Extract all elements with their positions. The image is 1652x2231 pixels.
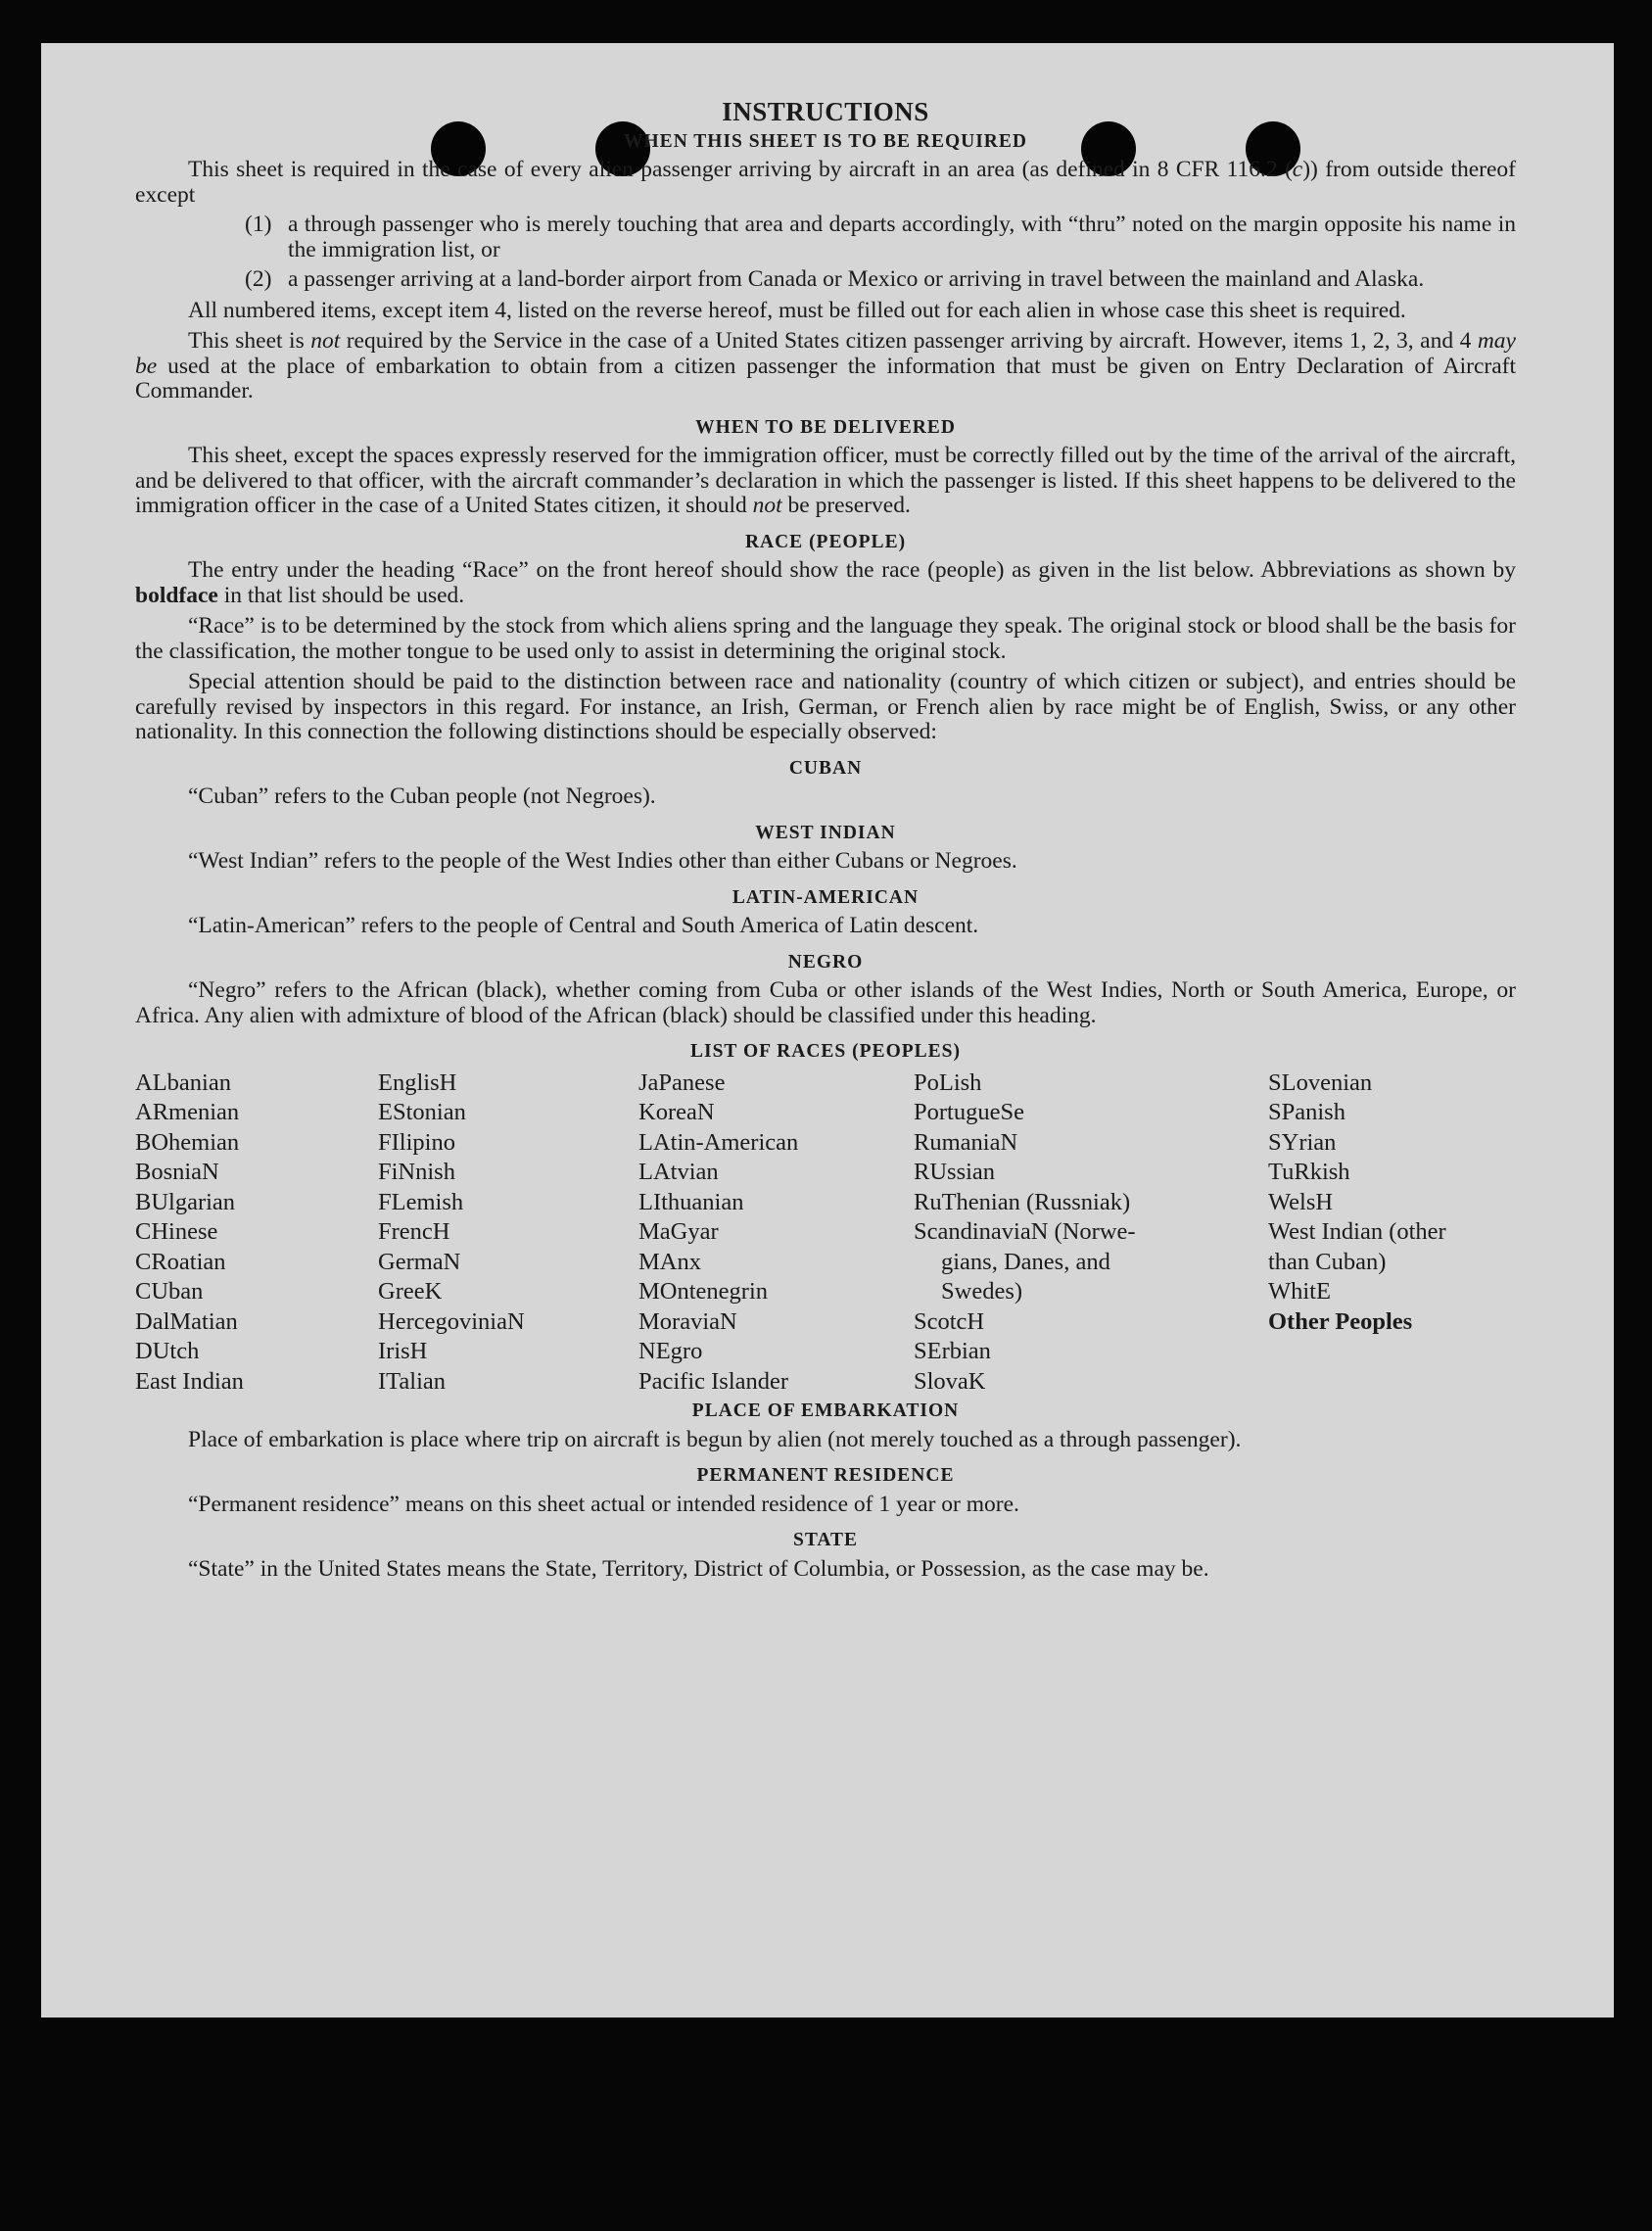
- section-heading-race: RACE (PEOPLE): [744, 531, 907, 552]
- race-entry: FrencH: [378, 1218, 450, 1245]
- races-list: [135, 1068, 1516, 1398]
- race-entry: FiNnish: [378, 1159, 455, 1185]
- race-entry: ScandinaviaN (Norwe-: [914, 1218, 1136, 1245]
- race-entry: TuRkish: [1268, 1159, 1350, 1185]
- race-entry: MoraviaN: [638, 1307, 737, 1335]
- section-heading-residence: PERMANENT RESIDENCE: [696, 1465, 955, 1486]
- race-entry: BosniaN: [135, 1159, 219, 1185]
- race-entry: DUtch: [135, 1338, 200, 1364]
- race-entry: CHinese: [135, 1218, 218, 1245]
- page-title: INSTRUCTIONS: [722, 97, 929, 126]
- section-heading-latin-american: LATIN-AMERICAN: [732, 886, 920, 908]
- race-entry: LIthuanian: [638, 1188, 744, 1215]
- races-column: [638, 1068, 914, 1398]
- race-entry: IrisH: [378, 1338, 428, 1364]
- paragraph-citizen: This sheet is not required by the Service in the case of a United States citizen passenger arriving by aircraft. However, items 1, 2, 3, and 4 may be used at the place of embarkation to obtain from a citizen passenger the information that must be given on Entry Declaration of Aircraft Commander.: [135, 328, 1516, 403]
- exception-item-1: [245, 213, 1516, 262]
- race-entry: RUssian: [914, 1159, 996, 1185]
- race-entry: SLovenian: [1268, 1068, 1373, 1096]
- race-entry: LAtvian: [638, 1159, 719, 1185]
- item-number: (2): [245, 266, 272, 292]
- races-column: [135, 1068, 378, 1398]
- race-entry: SErbian: [914, 1338, 991, 1364]
- race-entry: FLemish: [378, 1188, 464, 1215]
- section-heading-embarkation: PLACE OF EMBARKATION: [691, 1400, 960, 1421]
- paragraph-race-entry: The entry under the heading “Race” on the front hereof should show the race (people) as given in the list below. Abbreviations as shown by boldface in that list should be used.: [135, 557, 1516, 608]
- race-entry: JaPanese: [638, 1068, 726, 1096]
- race-entry: LAtin-American: [638, 1128, 799, 1156]
- paragraph-latin-american: “Latin-American” refers to the people of Central and South America of Latin descent.: [188, 913, 979, 938]
- item-text: a through passenger who is merely touching that area and departs accordingly, with “thru” noted on the margin opposite his name in the immigration list, or: [288, 212, 1516, 262]
- race-entry: MaGyar: [638, 1218, 719, 1245]
- race-entry: West Indian (other: [1268, 1218, 1446, 1245]
- race-entry: SPanish: [1268, 1099, 1345, 1125]
- paragraph-embarkation: Place of embarkation is place where trip on aircraft is begun by alien (not merely touched as a through passenger).: [188, 1426, 1242, 1452]
- race-entry: RuThenian (Russniak): [914, 1188, 1131, 1215]
- paragraph-cuban: “Cuban” refers to the Cuban people (not Negroes).: [188, 783, 656, 809]
- race-entry: HercegoviniaN: [378, 1307, 525, 1335]
- race-entry: FIlipino: [378, 1128, 455, 1156]
- race-entry: BUlgarian: [135, 1188, 236, 1215]
- section-heading-west-indian: WEST INDIAN: [755, 822, 896, 843]
- document-sheet: [41, 43, 1614, 2017]
- section-heading-cuban: CUBAN: [788, 757, 863, 779]
- race-entry: EStonian: [378, 1099, 466, 1125]
- race-entry: EnglisH: [378, 1068, 457, 1096]
- race-entry: ARmenian: [135, 1099, 240, 1125]
- races-column: [1268, 1068, 1516, 1398]
- race-entry: GreeK: [378, 1278, 443, 1305]
- race-entry: NEgro: [638, 1338, 703, 1364]
- race-entry: CUban: [135, 1278, 204, 1305]
- race-entry: CRoatian: [135, 1248, 226, 1275]
- race-entry: PortugueSe: [914, 1099, 1024, 1125]
- race-entry: ALbanian: [135, 1068, 231, 1096]
- paragraph-numbered-items: All numbered items, except item 4, listed on the reverse hereof, must be filled out for each alien in whose case this sheet is required.: [188, 297, 1406, 323]
- section-heading-delivered: WHEN TO BE DELIVERED: [695, 416, 956, 438]
- paragraph-required: This sheet is required in the case of every alien passenger arriving by aircraft in an area (as defined in 8 CFR 116.2 (c)) from outside thereof except: [135, 157, 1516, 208]
- section-heading-negro: NEGRO: [787, 951, 864, 973]
- section-heading-required: WHEN THIS SHEET IS TO BE REQUIRED: [624, 130, 1027, 152]
- race-entry: Other Peoples: [1268, 1307, 1413, 1335]
- race-entry: SlovaK: [914, 1367, 986, 1395]
- paragraph-negro: “Negro” refers to the African (black), whether coming from Cuba or other islands of the West Indies, North or South America, Europe, or Africa. Any alien with admixture of blood of the African (black) should be classified under this heading.: [135, 977, 1516, 1028]
- paragraph-state: “State” in the United States means the State, Territory, District of Columbia, or Possession, as the case may be.: [188, 1555, 1209, 1582]
- races-column: [378, 1068, 638, 1398]
- race-entry: WelsH: [1268, 1188, 1334, 1215]
- exception-item-2: [245, 267, 1516, 293]
- race-entry: DalMatian: [135, 1307, 238, 1335]
- race-entry: ScotcH: [914, 1307, 985, 1335]
- race-entry: Swedes): [941, 1278, 1023, 1305]
- race-entry: BOhemian: [135, 1128, 240, 1156]
- race-entry: than Cuban): [1268, 1248, 1387, 1275]
- race-entry: WhitE: [1268, 1278, 1331, 1305]
- race-entry: KoreaN: [638, 1099, 715, 1125]
- race-entry: MOntenegrin: [638, 1278, 768, 1305]
- section-heading-races-list: LIST OF RACES (PEOPLES): [689, 1041, 961, 1062]
- section-heading-state: STATE: [792, 1530, 859, 1550]
- paragraph-race-nationality: Special attention should be paid to the distinction between race and nationality (country of which citizen or subject), and entries should be carefully revised by inspectors in this regard. For instance, an Irish, German, or French alien by race might be of English, Swiss, or any other nationality. In this connection the following distinctions should be especially observed:: [135, 669, 1516, 744]
- race-entry: ITalian: [378, 1367, 447, 1395]
- race-entry: RumaniaN: [914, 1128, 1018, 1156]
- race-entry: PoLish: [914, 1068, 982, 1096]
- paragraph-race-definition: “Race” is to be determined by the stock from which aliens spring and the language they speak. The original stock or blood shall be the basis for the classification, the mother tongue to be used only to assist in determining the original stock.: [135, 613, 1516, 664]
- item-number: (1): [245, 212, 272, 237]
- document-body: [135, 97, 1516, 1582]
- item-text: a passenger arriving at a land-border airport from Canada or Mexico or arriving in travel between the mainland and Alaska.: [288, 266, 1425, 292]
- paragraph-west-indian: “West Indian” refers to the people of the West Indies other than either Cubans or Negroes.: [188, 848, 1017, 874]
- paragraph-residence: “Permanent residence” means on this sheet actual or intended residence of 1 year or more.: [188, 1491, 1019, 1517]
- race-entry: SYrian: [1268, 1128, 1337, 1156]
- race-entry: East Indian: [135, 1367, 244, 1395]
- races-column: [914, 1068, 1268, 1398]
- race-entry: gians, Danes, and: [941, 1248, 1110, 1275]
- paragraph-delivered: This sheet, except the spaces expressly reserved for the immigration officer, must be correctly filled out by the time of the arrival of the aircraft, and be delivered to that officer, with the aircraft commander’s declaration in which the passenger is listed. If this sheet happens to be delivered to the immigration officer in the case of a United States citizen, it should not be preserved.: [135, 443, 1516, 518]
- race-entry: Pacific Islander: [638, 1367, 789, 1395]
- race-entry: GermaN: [378, 1248, 461, 1275]
- race-entry: MAnx: [638, 1248, 701, 1275]
